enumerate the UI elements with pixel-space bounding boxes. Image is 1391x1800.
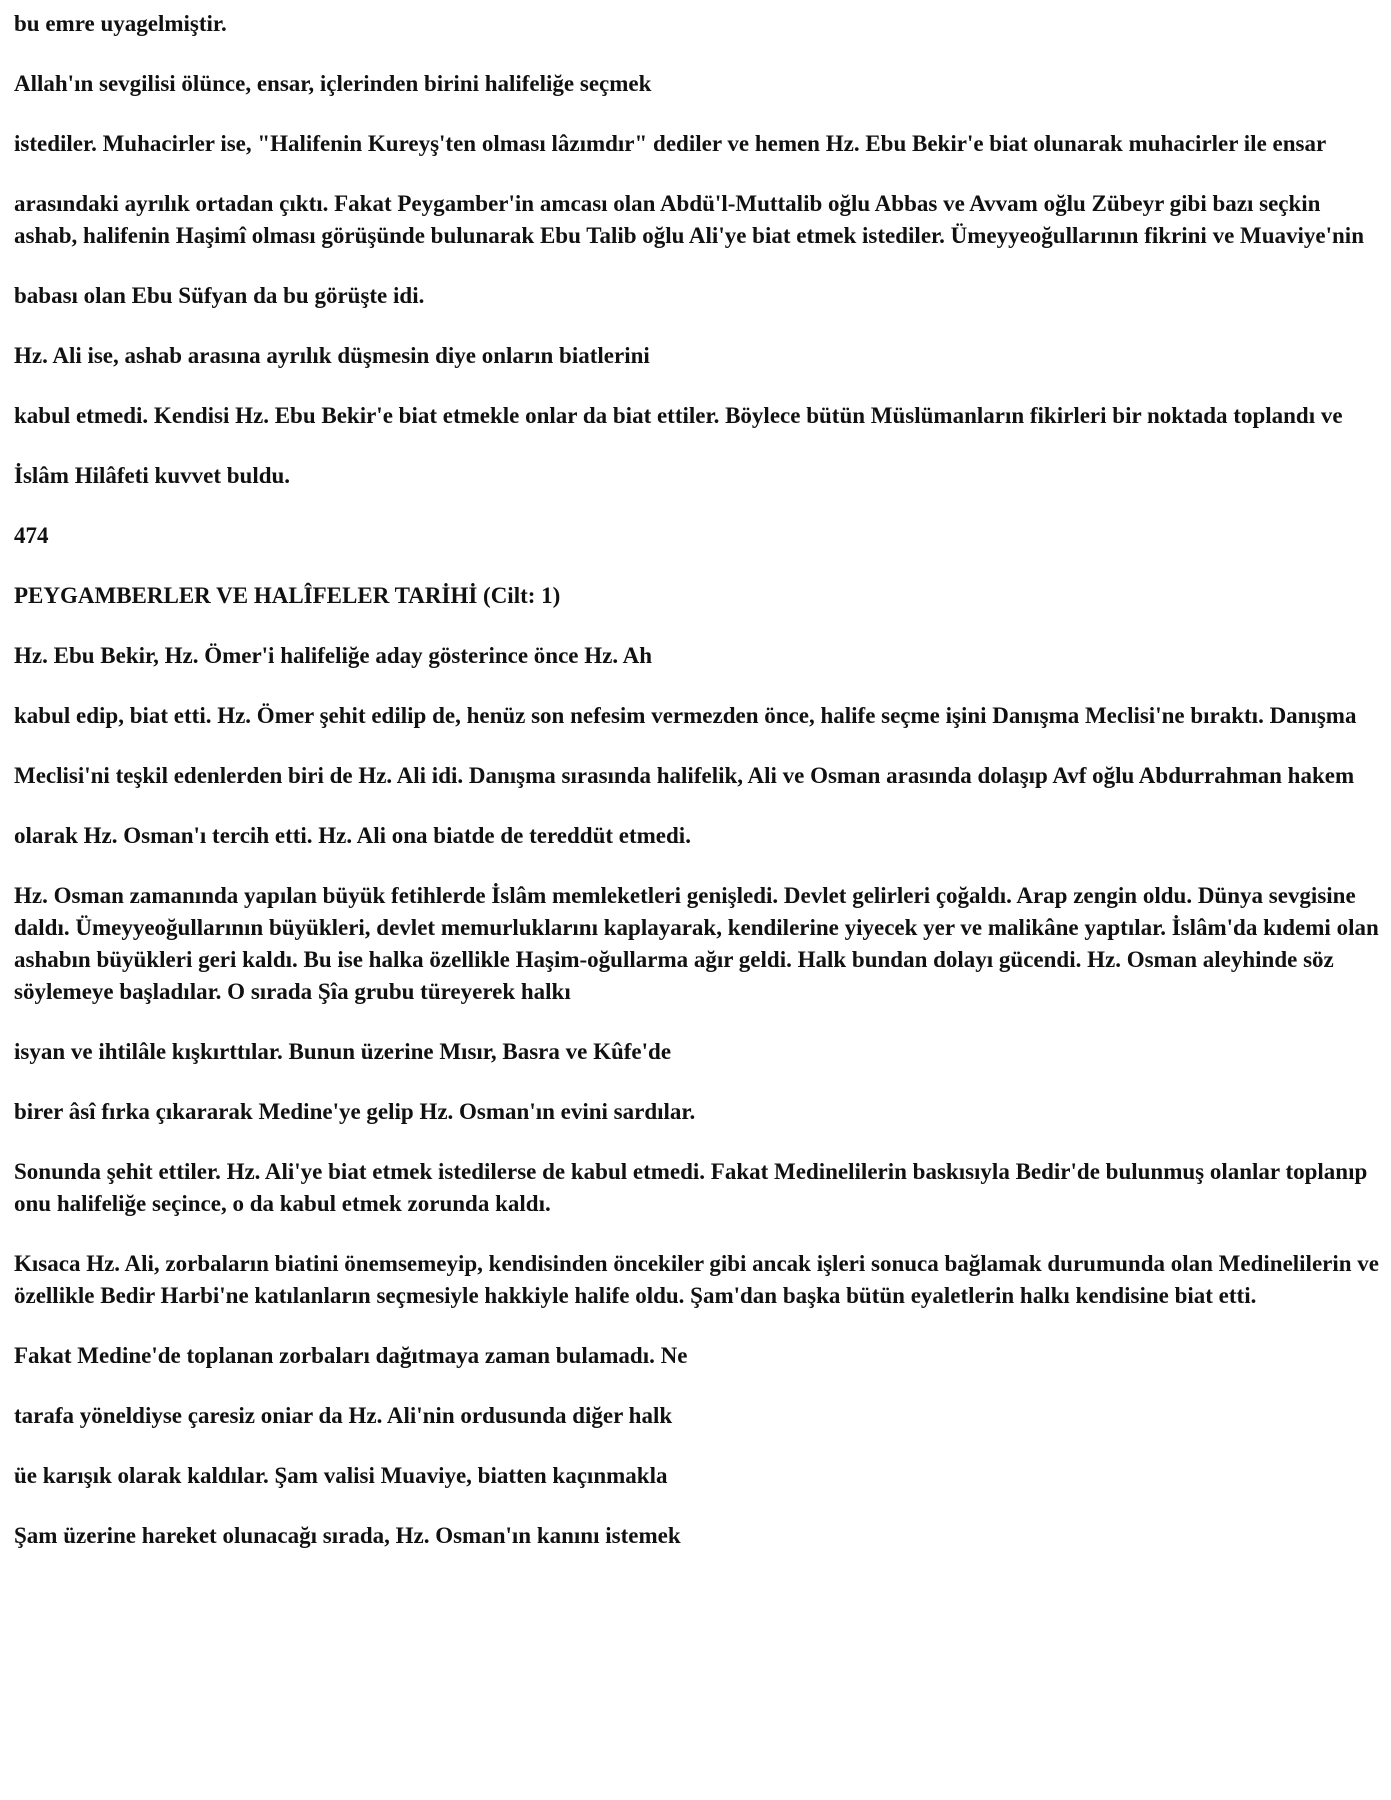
paragraph: isyan ve ihtilâle kışkırttılar. Bunun üzerine Mısır, Basra ve Kûfe'de: [14, 1039, 672, 1064]
paragraph: tarafa yöneldiyse çaresiz oniar da Hz. Ali'nin ordusunda diğer halk: [14, 1403, 673, 1428]
paragraph: Hz. Ali ise, ashab arasına ayrılık düşmesin diye onların biatlerini: [14, 343, 650, 368]
paragraph: istediler. Muhacirler ise, "Halifenin Kureyş'ten olması lâzımdır" dediler ve hemen Hz. Ebu Bekir'e biat olunarak muhacirler ile ensar: [14, 131, 1327, 156]
paragraph: Hz. Osman zamanında yapılan büyük fetihlerde İslâm memleketleri genişledi. Devlet gelirleri çoğaldı. Arap zengin oldu. Dünya sevgisine daldı. Ümeyyeoğullarının büyükleri, devlet memurluklarını kaplayarak, kendilerine yiyecek yer ve malikâne yaptılar. İslâm'da kıdemi olan ashabın büyükleri geri kaldı. Bu ise halka özellikle Haşim-oğullarma ağır geldi. Halk bundan dolayı gücendi. Hz. Osman aleyhinde söz söylemeye başladılar. O sırada Şîa grubu türeyerek halkı: [14, 883, 1379, 1004]
page-number: 474: [14, 523, 49, 548]
document-body: [14, 8, 1379, 1580]
paragraph: Allah'ın sevgilisi ölünce, ensar, içlerinden birini halifeliğe seçmek: [14, 71, 652, 96]
paragraph: İslâm Hilâfeti kuvvet buldu.: [14, 463, 291, 488]
paragraph: babası olan Ebu Süfyan da bu görüşte idi.: [14, 283, 425, 308]
paragraph: kabul etmedi. Kendisi Hz. Ebu Bekir'e biat etmekle onlar da biat ettiler. Böylece bütün Müslümanların fikirleri bir noktada toplandı ve: [14, 403, 1343, 428]
paragraph: arasındaki ayrılık ortadan çıktı. Fakat Peygamber'in amcası olan Abdü'l-Muttalib oğlu Abbas ve Avvam oğlu Zübeyr gibi bazı seçkin ashab, halifenin Haşimî olması görüşünde bulunarak Ebu Talib oğlu Ali'ye biat etmek istediler. Ümeyyeoğullarının fikrini ve Muaviye'nin: [14, 191, 1364, 248]
running-header: PEYGAMBERLER VE HALÎFELER TARİHİ (Cilt: 1): [14, 583, 561, 608]
paragraph: Sonunda şehit ettiler. Hz. Ali'ye biat etmek istedilerse de kabul etmedi. Fakat Medinelilerin baskısıyla Bedir'de bulunmuş olanlar toplanıp onu halifeliğe seçince, o da kabul etmek zorunda kaldı.: [14, 1159, 1368, 1216]
paragraph: Meclisi'ni teşkil edenlerden biri de Hz. Ali idi. Danışma sırasında halifelik, Ali ve Osman arasında dolaşıp Avf oğlu Abdurrahman hakem: [14, 763, 1355, 788]
paragraph: üe karışık olarak kaldılar. Şam valisi Muaviye, biatten kaçınmakla: [14, 1463, 668, 1488]
paragraph: Kısaca Hz. Ali, zorbaların biatini önemsemeyip, kendisinden öncekiler gibi ancak işleri sonuca bağlamak durumunda olan Medinelilerin ve özellikle Bedir Harbi'ne katılanların seçmesiyle hakkiyle halife oldu. Şam'dan başka bütün eyaletlerin halkı kendisine biat etti.: [14, 1251, 1380, 1308]
paragraph: Şam üzerine hareket olunacağı sırada, Hz. Osman'ın kanını istemek: [14, 1523, 681, 1548]
paragraph: Hz. Ebu Bekir, Hz. Ömer'i halifeliğe aday gösterince önce Hz. Ah: [14, 643, 652, 668]
paragraph: olarak Hz. Osman'ı tercih etti. Hz. Ali ona biatde de tereddüt etmedi.: [14, 823, 691, 848]
paragraph: kabul edip, biat etti. Hz. Ömer şehit edilip de, henüz son nefesim vermezden önce, halife seçme işini Danışma Meclisi'ne bıraktı. Danışma: [14, 703, 1357, 728]
paragraph: birer âsî fırka çıkararak Medine'ye gelip Hz. Osman'ın evini sardılar.: [14, 1099, 696, 1124]
paragraph: Fakat Medine'de toplanan zorbaları dağıtmaya zaman bulamadı. Ne: [14, 1343, 688, 1368]
paragraph: bu emre uyagelmiştir.: [14, 11, 227, 36]
